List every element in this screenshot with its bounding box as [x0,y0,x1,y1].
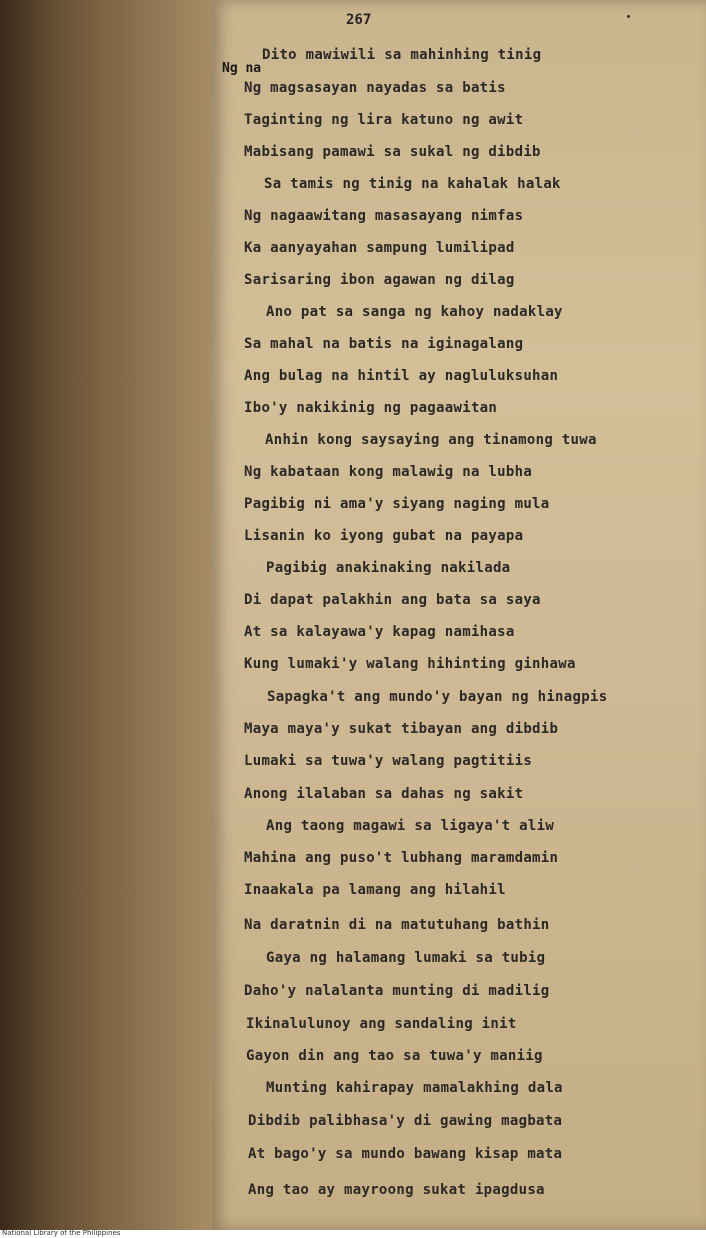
poem-line: Gayon din ang tao sa tuwa'y maniig [246,1048,543,1064]
poem-line: Ang tao ay mayroong sukat ipagdusa [248,1182,545,1198]
poem-line: Ka aanyayahan sampung lumilipad [244,240,515,256]
page-number: 267 [346,12,372,28]
poem-line: Di dapat palakhin ang bata sa saya [244,592,541,608]
poem-line: Anong ilalaban sa dahas ng sakit [244,786,524,802]
footer-credit: National Library of the Philippines [2,1229,121,1237]
poem-line: Taginting ng lira katuno ng awit [244,112,524,128]
poem-line: At bago'y sa mundo bawang kisap mata [248,1146,563,1162]
poem-line: At sa kalayawa'y kapag namihasa [244,624,515,640]
poem-line: Pagibig anakinaking nakilada [266,560,511,576]
poem-line: Ng nagaawitang masasayang nimfas [244,208,524,224]
poem-line: Pagibig ni ama'y siyang naging mula [244,496,550,512]
poem-line: Sa tamis ng tinig na kahalak halak [264,176,561,192]
poem-line: Mabisang pamawi sa sukal ng dibdib [244,144,541,160]
ink-dot [627,15,630,18]
poem-line: Anhin kong saysaying ang tinamong tuwa [265,432,597,448]
poem-line: Sa mahal na batis na iginagalang [244,336,524,352]
poem-line: Inaakala pa lamang ang hilahil [244,882,506,898]
poem-line: Dito mawiwili sa mahinhing tinig [262,47,542,63]
poem-line: Sarisaring ibon agawan ng dilag [244,272,515,288]
poem-line: Ikinalulunoy ang sandaling init [246,1016,517,1032]
poem-line: Na daratnin di na matutuhang bathin [244,917,550,933]
poem-line: Lumaki sa tuwa'y walang pagtitiis [244,753,533,769]
poem-line: Ano pat sa sanga ng kahoy nadaklay [266,304,563,320]
poem-line: Mahina ang puso't lubhang maramdamin [244,850,559,866]
poem-line: Daho'y nalalanta munting di madilig [244,983,550,999]
poem-line: Lisanin ko iyong gubat na payapa [244,528,524,544]
poem-line: Kung lumaki'y walang hihinting ginhawa [244,656,576,672]
poem-line: Ibo'y nakikinig ng pagaawitan [244,400,498,416]
poem-line: Ang bulag na hintil ay nagluluksuhan [244,368,559,384]
left-margin-background [0,0,212,1230]
poem-line: Sapagka't ang mundo'y bayan ng hinagpis [267,689,608,705]
poem-line: Munting kahirapay mamalakhing dala [266,1080,563,1096]
poem-line: Dibdib palibhasa'y di gawing magbata [248,1113,563,1129]
poem-line: Gaya ng halamang lumaki sa tubig [266,950,546,966]
poem-line: Ng kabataan kong malawig na lubha [244,464,533,480]
poem-line: Ang taong magawi sa ligaya't aliw [266,818,555,834]
poem-line: Ng magsasayan nayadas sa batis [244,80,506,96]
handwritten-insert: Ng na [222,61,262,76]
poem-line: Maya maya'y sukat tibayan ang dibdib [244,721,559,737]
